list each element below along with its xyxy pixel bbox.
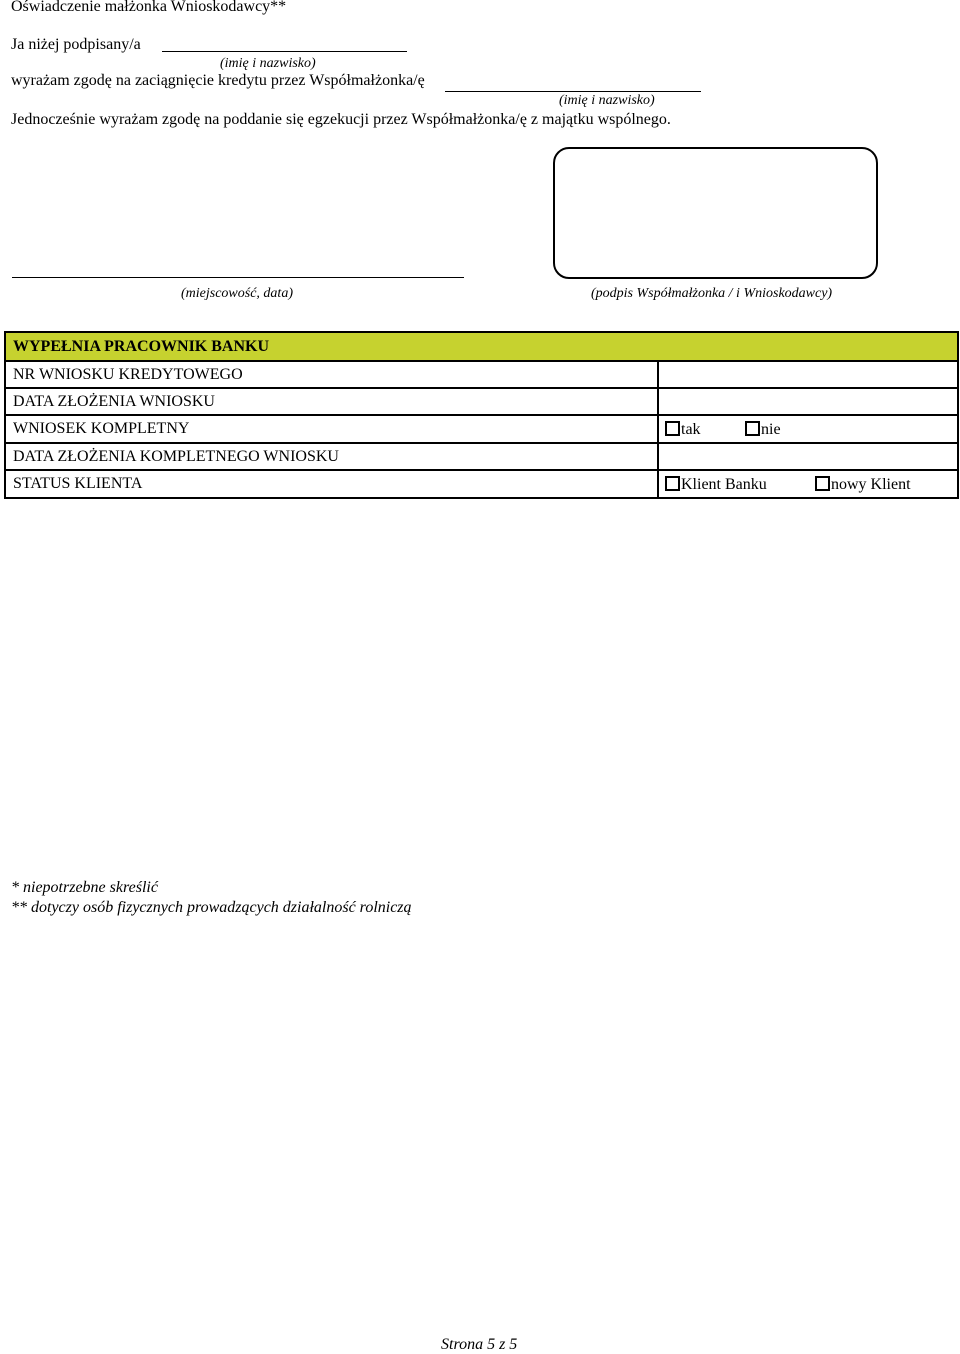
table-row [5, 443, 958, 470]
submission-date-field[interactable] [658, 388, 958, 415]
application-number-label: NR WNIOSKU KREDYTOWEGO [5, 361, 658, 388]
declarant-name-caption: (imię i nazwisko) [220, 56, 316, 71]
signature-caption: (podpis Współmałżonka / i Wnioskodawcy) [591, 286, 833, 301]
declarant-label: Ja niżej podpisany/a [11, 36, 141, 53]
table-row [5, 415, 958, 443]
option-nie-label: nie [761, 420, 781, 438]
table-row [5, 470, 958, 498]
place-date-caption: (miejscowość, data) [181, 286, 293, 301]
spouse-name-line[interactable] [445, 91, 701, 92]
bank-section-table [4, 331, 959, 499]
option-klient-banku-label: Klient Banku [681, 475, 767, 493]
complete-submission-date-field[interactable] [658, 443, 958, 470]
option-nowy-klient-label: nowy Klient [831, 475, 911, 493]
place-date-line[interactable] [12, 277, 464, 278]
footnote-1: * niepotrzebne skreślić [11, 879, 158, 896]
consent-credit-text: wyrażam zgodę na zaciągnięcie kredytu przez Współmałżonka/ę [11, 72, 425, 89]
client-status-label: STATUS KLIENTA [5, 470, 658, 498]
bank-section-header: WYPEŁNIA PRACOWNIK BANKU [5, 332, 958, 361]
declarant-name-line[interactable] [162, 51, 407, 52]
page-title: Oświadczenie małżonka Wnioskodawcy** [11, 0, 287, 15]
application-complete-options [658, 415, 958, 443]
client-status-options [658, 470, 958, 498]
application-number-field[interactable] [658, 361, 958, 388]
application-complete-label: WNIOSEK KOMPLETNY [5, 415, 658, 443]
checkbox-klient-banku[interactable] [665, 476, 680, 491]
consent-enforcement-text: Jednocześnie wyrażam zgodę na poddanie się egzekucji przez Współmałżonka/ę z majątku wspólnego. [11, 111, 671, 128]
option-tak-label: tak [681, 420, 701, 438]
table-row [5, 361, 958, 388]
complete-submission-date-label: DATA ZŁOŻENIA KOMPLETNEGO WNIOSKU [5, 443, 658, 470]
table-row [5, 388, 958, 415]
footnote-2: ** dotyczy osób fizycznych prowadzących działalność rolniczą [11, 899, 412, 916]
checkbox-nie[interactable] [745, 421, 760, 436]
checkbox-tak[interactable] [665, 421, 680, 436]
page-number: Strona 5 z 5 [441, 1336, 518, 1353]
submission-date-label: DATA ZŁOŻENIA WNIOSKU [5, 388, 658, 415]
signature-box[interactable] [553, 147, 878, 279]
checkbox-nowy-klient[interactable] [815, 476, 830, 491]
spouse-name-caption: (imię i nazwisko) [559, 93, 655, 108]
